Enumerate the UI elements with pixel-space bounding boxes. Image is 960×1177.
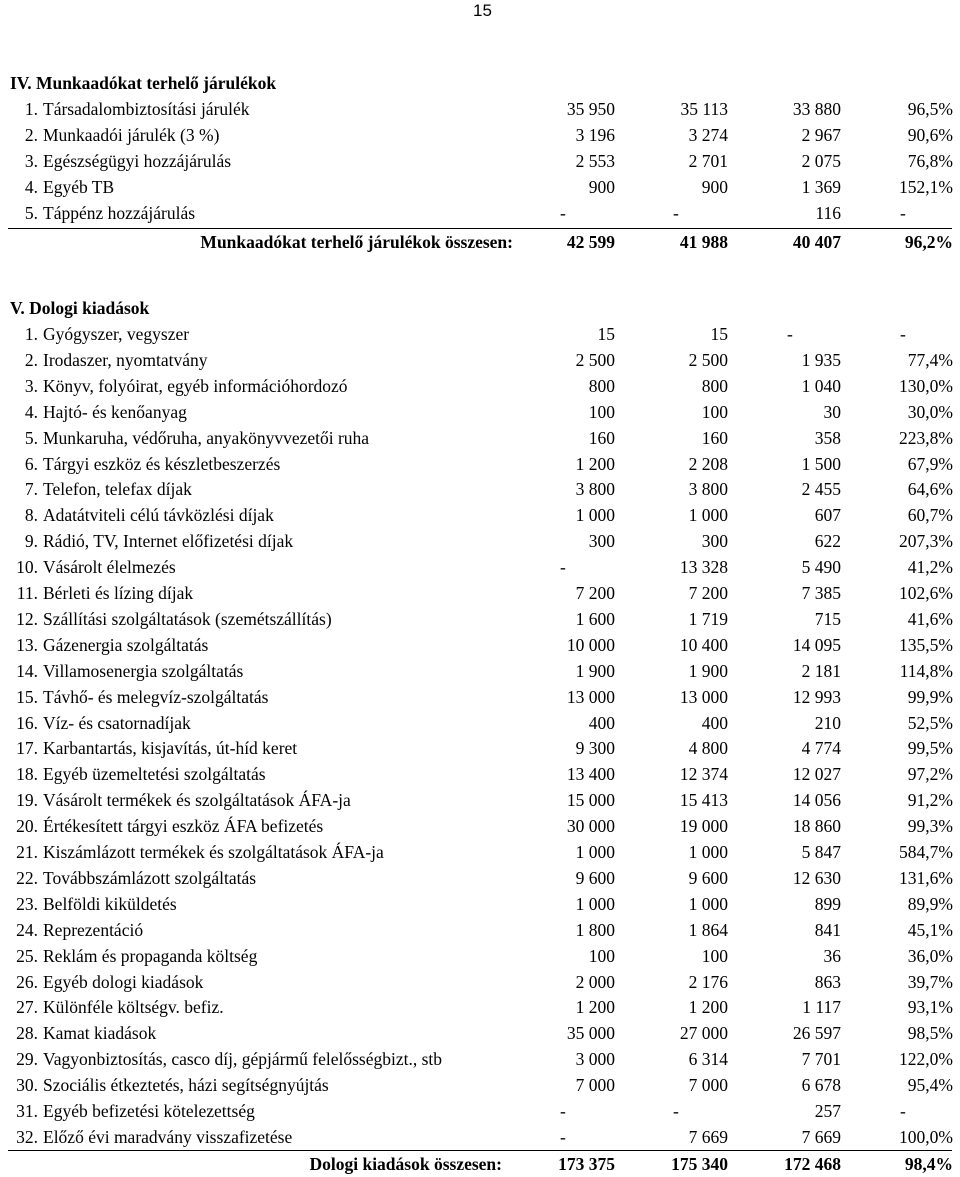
percent-value: 130,0% [899, 375, 953, 396]
percent-value: 100,0% [899, 1126, 953, 1147]
percent-value: 39,7% [907, 971, 953, 992]
table-row [0, 96, 960, 122]
value-2: 1 864 [688, 919, 728, 940]
value-3: 30 [823, 401, 841, 422]
percent-value: 91,2% [907, 790, 953, 811]
row-number: 5. [24, 203, 38, 223]
value-1: 300 [588, 531, 615, 552]
row-label: Egyéb befizetési kötelezettség [43, 1101, 255, 1121]
row-label: Gázenergia szolgáltatás [43, 634, 209, 655]
value-3: 14 095 [792, 634, 841, 655]
value-2: 2 701 [688, 151, 728, 171]
value-2: 800 [701, 375, 728, 396]
percent-value: 93,1% [907, 997, 953, 1018]
value-2: - [673, 1101, 679, 1121]
row-number: 3. [24, 151, 38, 171]
row-label: Egyéb dologi kiadások [43, 971, 204, 992]
value-1: 100 [588, 945, 615, 966]
total-value-2: 41 988 [679, 232, 728, 252]
value-3: 2 075 [801, 151, 841, 171]
row-number: 32. [16, 1126, 38, 1147]
value-1: 3 196 [575, 125, 615, 145]
row-number: 6. [24, 453, 38, 474]
value-2: 7 200 [688, 583, 728, 603]
value-2: 6 314 [688, 1049, 728, 1070]
percent-value: - [900, 324, 906, 344]
percent-value: 89,9% [907, 893, 953, 914]
value-3: 2 181 [801, 660, 841, 681]
value-3: 1 935 [801, 349, 841, 370]
table-row [0, 148, 960, 174]
table-row [0, 528, 960, 554]
row-label: Előző évi maradvány visszafizetése [43, 1126, 293, 1147]
value-2: 4 800 [688, 738, 728, 759]
value-1: - [560, 557, 566, 578]
row-label: Különféle költségv. befiz. [43, 997, 224, 1018]
value-1: 160 [588, 427, 615, 448]
row-label: Adatátviteli célú távközlési díjak [43, 505, 274, 526]
value-1: 1 600 [575, 608, 615, 629]
row-number: 21. [16, 842, 38, 862]
value-2: 27 000 [679, 1023, 728, 1044]
value-2: 900 [701, 177, 728, 197]
row-label: Reklám és propaganda költség [43, 945, 258, 966]
table-row [0, 502, 960, 528]
row-number: 2. [24, 349, 38, 370]
row-number: 31. [16, 1101, 38, 1121]
row-label: Egészségügyi hozzájárulás [43, 151, 232, 171]
value-2: 35 113 [680, 99, 728, 119]
table-row [0, 1046, 960, 1072]
table-row [0, 347, 960, 373]
value-1: 9 600 [575, 867, 615, 888]
row-number: 1. [24, 99, 38, 119]
table-row [0, 373, 960, 399]
row-label: Kiszámlázott termékek és szolgáltatások ÁFA-ja [43, 842, 384, 862]
total-value-3: 172 468 [784, 1154, 841, 1174]
table-row [0, 761, 960, 787]
percent-value: 64,6% [907, 479, 953, 500]
row-label: Szállítási szolgáltatások (szemétszállítás) [43, 608, 332, 629]
value-3: 26 597 [792, 1023, 841, 1044]
percent-value: 67,9% [907, 453, 953, 474]
row-label: Társadalombiztosítási járulék [43, 99, 250, 119]
value-3: 12 993 [792, 686, 841, 707]
value-3: 1 040 [801, 375, 841, 396]
row-label: Gyógyszer, vegyszer [43, 324, 190, 344]
table-row [0, 580, 960, 606]
value-1: 1 000 [575, 842, 615, 862]
row-number: 19. [16, 790, 38, 811]
row-label: Irodaszer, nyomtatvány [43, 349, 208, 370]
row-label: Értékesített tárgyi eszköz ÁFA befizetés [43, 816, 324, 837]
value-3: 1 369 [801, 177, 841, 197]
row-number: 5. [24, 427, 38, 448]
percent-value: 114,8% [899, 660, 953, 681]
row-number: 14. [16, 660, 38, 681]
row-label: Táppénz hozzájárulás [43, 203, 196, 223]
row-label: Telefon, telefax díjak [43, 479, 192, 500]
percent-value: 207,3% [899, 531, 953, 552]
value-3: 7 385 [801, 583, 841, 603]
value-1: 15 000 [566, 790, 615, 811]
row-number: 3. [24, 375, 38, 396]
row-label: Karbantartás, kisjavítás, út-híd keret [43, 738, 298, 759]
total-value-2: 175 340 [671, 1154, 728, 1174]
row-number: 26. [16, 971, 38, 992]
percent-value: 584,7% [899, 842, 953, 862]
value-2: 1 200 [688, 997, 728, 1018]
value-2: 13 000 [679, 686, 728, 707]
row-label: Rádió, TV, Internet előfizetési díjak [43, 531, 294, 552]
value-3: 2 967 [801, 125, 841, 145]
percent-value: 95,4% [907, 1075, 953, 1096]
value-2: 1 000 [688, 893, 728, 914]
value-2: 10 400 [679, 634, 728, 655]
percent-value: 99,9% [907, 686, 953, 707]
table-row [0, 1020, 960, 1046]
row-number: 4. [24, 401, 38, 422]
row-label: Hajtó- és kenőanyag [43, 401, 187, 422]
value-1: 2 000 [575, 971, 615, 992]
value-3: 14 056 [792, 790, 841, 811]
value-1: 30 000 [566, 816, 615, 837]
row-label: Vagyonbiztosítás, casco díj, gépjármű felelősségbizt., stb [43, 1049, 443, 1070]
table-row [0, 994, 960, 1020]
value-3: 7 701 [801, 1049, 841, 1070]
value-1: 1 900 [575, 660, 615, 681]
table-row [0, 1072, 960, 1098]
value-2: 1 719 [688, 608, 728, 629]
value-3: 358 [814, 427, 841, 448]
value-1: 13 000 [566, 686, 615, 707]
value-1: 35 950 [566, 99, 615, 119]
value-3: - [787, 324, 793, 344]
page-number: 15 [473, 1, 492, 20]
table-row [0, 606, 960, 632]
value-3: 863 [814, 971, 841, 992]
percent-value: 99,3% [907, 816, 953, 837]
value-1: 400 [588, 712, 615, 733]
total-value-3: 40 407 [792, 232, 841, 252]
value-3: 715 [814, 608, 841, 629]
value-2: 1 000 [688, 505, 728, 526]
value-1: - [560, 1126, 566, 1147]
row-number: 9. [24, 531, 38, 552]
value-1: - [560, 1101, 566, 1121]
table-row [0, 174, 960, 200]
percent-value: 41,2% [907, 557, 953, 578]
percent-value: - [900, 203, 906, 223]
table-row [0, 554, 960, 580]
percent-value: 102,6% [899, 583, 953, 603]
table-row [0, 476, 960, 502]
value-3: 622 [814, 531, 841, 552]
percent-value: 41,6% [907, 608, 953, 629]
value-3: 4 774 [801, 738, 841, 759]
value-1: 1 000 [575, 893, 615, 914]
value-2: 2 176 [688, 971, 728, 992]
row-label: Belföldi kiküldetés [43, 893, 177, 914]
table-row [0, 813, 960, 839]
row-number: 17. [16, 738, 38, 759]
row-label: Szociális étkeztetés, házi segítségnyújtás [43, 1075, 329, 1096]
total-label: Dologi kiadások összesen: [309, 1154, 502, 1174]
value-3: 257 [814, 1101, 841, 1121]
value-1: 1 200 [575, 997, 615, 1018]
table-row [0, 122, 960, 148]
value-1: 7 200 [575, 583, 615, 603]
value-1: 1 000 [575, 505, 615, 526]
value-2: 160 [701, 427, 728, 448]
value-1: 1 200 [575, 453, 615, 474]
row-number: 27. [16, 997, 38, 1018]
section-v-title: V. Dologi kiadások [10, 298, 150, 318]
value-2: 400 [701, 712, 728, 733]
value-1: 13 400 [566, 764, 615, 785]
value-2: 15 [710, 324, 728, 344]
value-3: 6 678 [801, 1075, 841, 1096]
row-number: 7. [24, 479, 38, 500]
value-1: 1 800 [575, 919, 615, 940]
row-number: 11. [16, 583, 38, 603]
section-v-total-row [0, 1151, 960, 1177]
value-2: 12 374 [679, 764, 728, 785]
row-number: 29. [16, 1049, 38, 1070]
table-row [0, 425, 960, 451]
section-iv-title: IV. Munkaadókat terhelő járulékok [10, 73, 277, 93]
value-3: 1 500 [801, 453, 841, 474]
row-label: Bérleti és lízing díjak [43, 583, 194, 603]
table-row [0, 891, 960, 917]
percent-value: 76,8% [907, 151, 953, 171]
row-label: Víz- és csatornadíjak [43, 712, 191, 733]
value-3: 12 027 [792, 764, 841, 785]
row-label: Kamat kiadások [43, 1023, 157, 1044]
table-row [0, 1124, 960, 1150]
row-label: Vásárolt élelmezés [43, 557, 176, 578]
row-label: Villamosenergia szolgáltatás [43, 660, 244, 681]
row-number: 18. [16, 764, 38, 785]
value-3: 33 880 [792, 99, 841, 119]
value-2: 2 500 [688, 349, 728, 370]
table-row [0, 200, 960, 226]
percent-value: 90,6% [907, 125, 953, 145]
value-3: 607 [814, 505, 841, 526]
percent-value: 135,5% [899, 634, 953, 655]
table-row [0, 321, 960, 347]
value-1: 35 000 [566, 1023, 615, 1044]
value-2: 3 800 [688, 479, 728, 500]
row-number: 20. [16, 816, 38, 837]
percent-value: 60,7% [907, 505, 953, 526]
row-label: Munkaadói járulék (3 %) [43, 125, 220, 145]
value-2: 7 000 [688, 1075, 728, 1096]
row-label: Könyv, folyóirat, egyéb információhordozó [43, 375, 348, 396]
row-label: Egyéb üzemeltetési szolgáltatás [43, 764, 266, 785]
value-3: 5 490 [801, 557, 841, 578]
value-3: 1 117 [802, 997, 841, 1018]
row-number: 8. [24, 505, 38, 526]
table-row [0, 735, 960, 761]
row-number: 4. [24, 177, 38, 197]
table-row [0, 787, 960, 813]
value-2: 1 900 [688, 660, 728, 681]
section-iv-total-row [0, 229, 960, 255]
value-2: - [673, 203, 679, 223]
value-2: 15 413 [679, 790, 728, 811]
value-3: 5 847 [801, 842, 841, 862]
table-row [0, 451, 960, 477]
value-2: 1 000 [688, 842, 728, 862]
value-1: 3 800 [575, 479, 615, 500]
total-value-1: 42 599 [566, 232, 615, 252]
percent-value: 152,1% [899, 177, 953, 197]
value-2: 3 274 [688, 125, 728, 145]
row-label: Vásárolt termékek és szolgáltatások ÁFA-ja [43, 790, 351, 811]
value-3: 841 [814, 919, 841, 940]
row-label: Tárgyi eszköz és készletbeszerzés [43, 453, 281, 474]
row-number: 23. [16, 893, 38, 914]
percent-value: 131,6% [899, 867, 953, 888]
row-number: 22. [16, 867, 38, 888]
percent-value: 122,0% [899, 1049, 953, 1070]
total-value-1: 173 375 [558, 1154, 615, 1174]
value-2: 9 600 [688, 867, 728, 888]
row-label: Munkaruha, védőruha, anyakönyvvezetői ruha [43, 427, 370, 448]
value-3: 36 [823, 945, 841, 966]
percent-value: 30,0% [907, 401, 953, 422]
total-percent: 98,4% [904, 1154, 953, 1174]
value-1: 900 [588, 177, 615, 197]
value-2: 100 [701, 401, 728, 422]
value-1: 2 500 [575, 349, 615, 370]
percent-value: 98,5% [907, 1023, 953, 1044]
row-number: 28. [16, 1023, 38, 1044]
value-3: 2 455 [801, 479, 841, 500]
percent-value: 52,5% [907, 712, 953, 733]
value-3: 899 [814, 893, 841, 914]
value-3: 210 [814, 712, 841, 733]
total-percent: 96,2% [904, 232, 953, 252]
value-3: 7 669 [801, 1126, 841, 1147]
value-3: 116 [815, 203, 841, 223]
total-label: Munkaadókat terhelő járulékok összesen: [200, 232, 513, 252]
row-number: 16. [16, 712, 38, 733]
table-row [0, 839, 960, 865]
value-1: 3 000 [575, 1049, 615, 1070]
row-label: Távhő- és melegvíz-szolgáltatás [43, 686, 269, 707]
table-row [0, 658, 960, 684]
row-label: Egyéb TB [43, 177, 115, 197]
value-1: 9 300 [575, 738, 615, 759]
table-row [0, 1098, 960, 1124]
value-1: 800 [588, 375, 615, 396]
row-number: 13. [16, 634, 38, 655]
percent-value: 97,2% [907, 764, 953, 785]
value-2: 19 000 [679, 816, 728, 837]
value-1: 100 [588, 401, 615, 422]
value-2: 7 669 [688, 1126, 728, 1147]
table-row [0, 710, 960, 736]
row-number: 15. [16, 686, 38, 707]
table-row [0, 865, 960, 891]
value-1: 2 553 [575, 151, 615, 171]
value-1: - [560, 203, 566, 223]
percent-value: 77,4% [907, 349, 953, 370]
table-row [0, 684, 960, 710]
table-row [0, 632, 960, 658]
row-number: 2. [24, 125, 38, 145]
table-row [0, 969, 960, 995]
percent-value: 45,1% [907, 919, 953, 940]
value-1: 10 000 [566, 634, 615, 655]
row-label: Reprezentáció [43, 919, 144, 940]
value-2: 100 [701, 945, 728, 966]
value-2: 13 328 [679, 557, 728, 578]
row-number: 24. [16, 919, 38, 940]
value-2: 300 [701, 531, 728, 552]
value-3: 12 630 [792, 867, 841, 888]
percent-value: - [900, 1101, 906, 1121]
row-number: 30. [16, 1075, 38, 1096]
percent-value: 96,5% [907, 99, 953, 119]
table-row [0, 943, 960, 969]
percent-value: 223,8% [899, 427, 953, 448]
row-number: 12. [16, 608, 38, 629]
row-label: Továbbszámlázott szolgáltatás [43, 867, 257, 888]
row-number: 25. [16, 945, 38, 966]
value-1: 7 000 [575, 1075, 615, 1096]
table-row [0, 917, 960, 943]
percent-value: 36,0% [907, 945, 953, 966]
row-number: 1. [24, 324, 38, 344]
value-2: 2 208 [688, 453, 728, 474]
value-1: 15 [597, 324, 615, 344]
value-3: 18 860 [792, 816, 841, 837]
table-row [0, 399, 960, 425]
percent-value: 99,5% [907, 738, 953, 759]
row-number: 10. [16, 557, 38, 578]
